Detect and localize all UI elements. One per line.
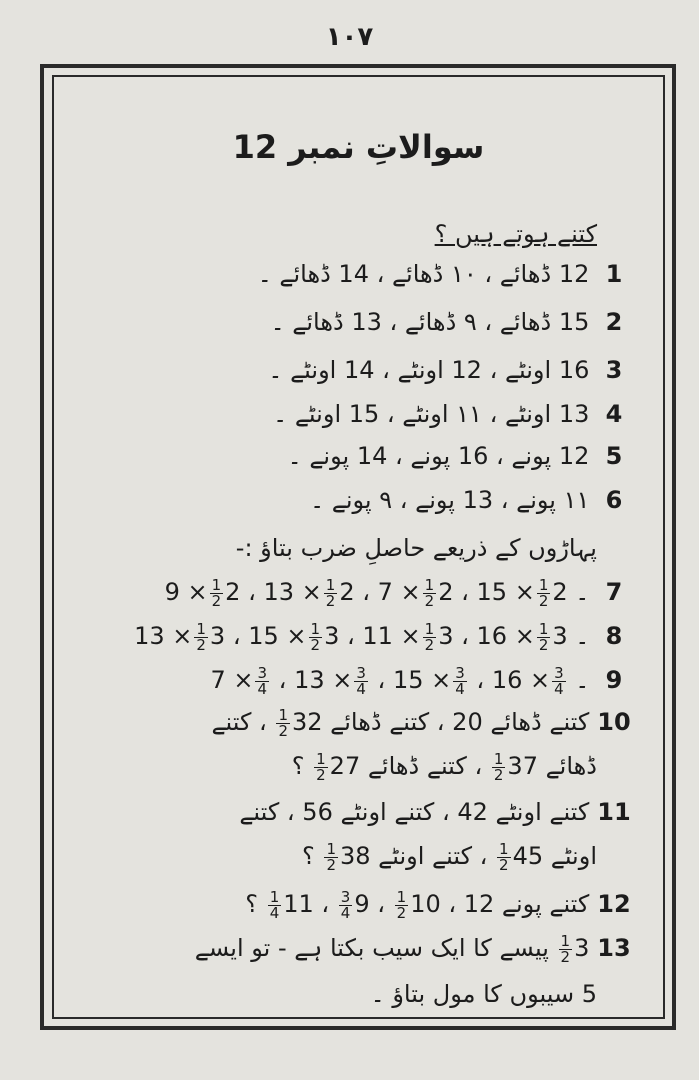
question-9: 9 ۔ $\frac{3}{4}$ × 16 ، $\frac{3}{4}$ × 15 ، $\frac{3}{4}$ × 13 ، $\frac{3}{4}$ × 7 <box>210 663 623 698</box>
question-6: 6 ۱۱ پونے ، 13 پونے ، ۹ پونے ۔ <box>310 486 623 514</box>
exercise-title: سوالاتِ نمبر 12 <box>232 128 485 166</box>
question-13-line-1: 13 3 $\frac{1}{2}$ پیسے کا ایک سیب بکتا ہے - تو ایسے <box>194 931 631 966</box>
math-expression: ۔ 2 $\frac{1}{2}$ × 15 ، 2 $\frac{1}{2}$ × 7 ، 2 $\frac{1}{2}$ × 13 ، 2 $\frac{1}{2}$ × 9 <box>164 575 590 610</box>
intro-line: کتنے ہوتے ہیں ؟ <box>434 220 597 248</box>
page-number: ۱۰۷ <box>325 22 374 52</box>
question-10-line-2: ڈھائے 37 $\frac{1}{2}$ ، کتنے ڈھائے 27 $\frac{1}{2}$ ؟ <box>291 749 597 784</box>
question-1: 1 12 ڈھائے ، ۱۰ ڈھائے ، 14 ڈھائے ۔ <box>257 260 623 288</box>
math-expression: ۔ $\frac{3}{4}$ × 16 ، $\frac{3}{4}$ × 15 ، $\frac{3}{4}$ × 13 ، $\frac{3}{4}$ × 7 <box>210 663 590 698</box>
question-2: 2 15 ڈھائے ، ۹ ڈھائے ، 13 ڈھائے ۔ <box>270 308 623 336</box>
question-7: 7 ۔ 2 $\frac{1}{2}$ × 15 ، 2 $\frac{1}{2}$ × 7 ، 2 $\frac{1}{2}$ × 13 ، 2 $\frac{1}{2}$ × 9 <box>164 575 623 610</box>
instruction-line: پہاڑوں کے ذریعے حاصلِ ضرب بتاؤ :- <box>235 534 597 562</box>
question-12: 12 کتنے پونے 12 ، 10 $\frac{1}{2}$ ، 9 $\frac{3}{4}$ ، 11 $\frac{1}{4}$ ؟ <box>245 887 631 922</box>
question-11-line-2: اونٹے 45 $\frac{1}{2}$ ، کتنے اونٹے 38 $\frac{1}{2}$ ؟ <box>302 839 597 874</box>
math-expression: ۔ 3 $\frac{1}{2}$ × 16 ، 3 $\frac{1}{2}$ × 11 ، 3 $\frac{1}{2}$ × 15 ، 3 $\frac{1}{2}$ × 13 <box>134 619 590 654</box>
question-5: 5 12 پونے ، 16 پونے ، 14 پونے ۔ <box>287 442 623 470</box>
question-13-line-2: 5 سیبوں کا مول بتاؤ ۔ <box>370 980 597 1008</box>
question-8: 8 ۔ 3 $\frac{1}{2}$ × 16 ، 3 $\frac{1}{2}$ × 11 ، 3 $\frac{1}{2}$ × 15 ، 3 $\frac{1}{2}$ × 13 <box>134 619 623 654</box>
question-10-line-1: 10 کتنے ڈھائے 20 ، کتنے ڈھائے 32 $\frac{1}{2}$ ، کتنے <box>211 705 631 740</box>
question-4: 4 13 اونٹے ، ۱۱ اونٹے ، 15 اونٹے ۔ <box>273 400 623 428</box>
question-3: 3 16 اونٹے ، 12 اونٹے ، 14 اونٹے ۔ <box>268 356 623 384</box>
question-11-line-1: 11 کتنے اونٹے 42 ، کتنے اونٹے 56 ، کتنے <box>239 798 631 826</box>
